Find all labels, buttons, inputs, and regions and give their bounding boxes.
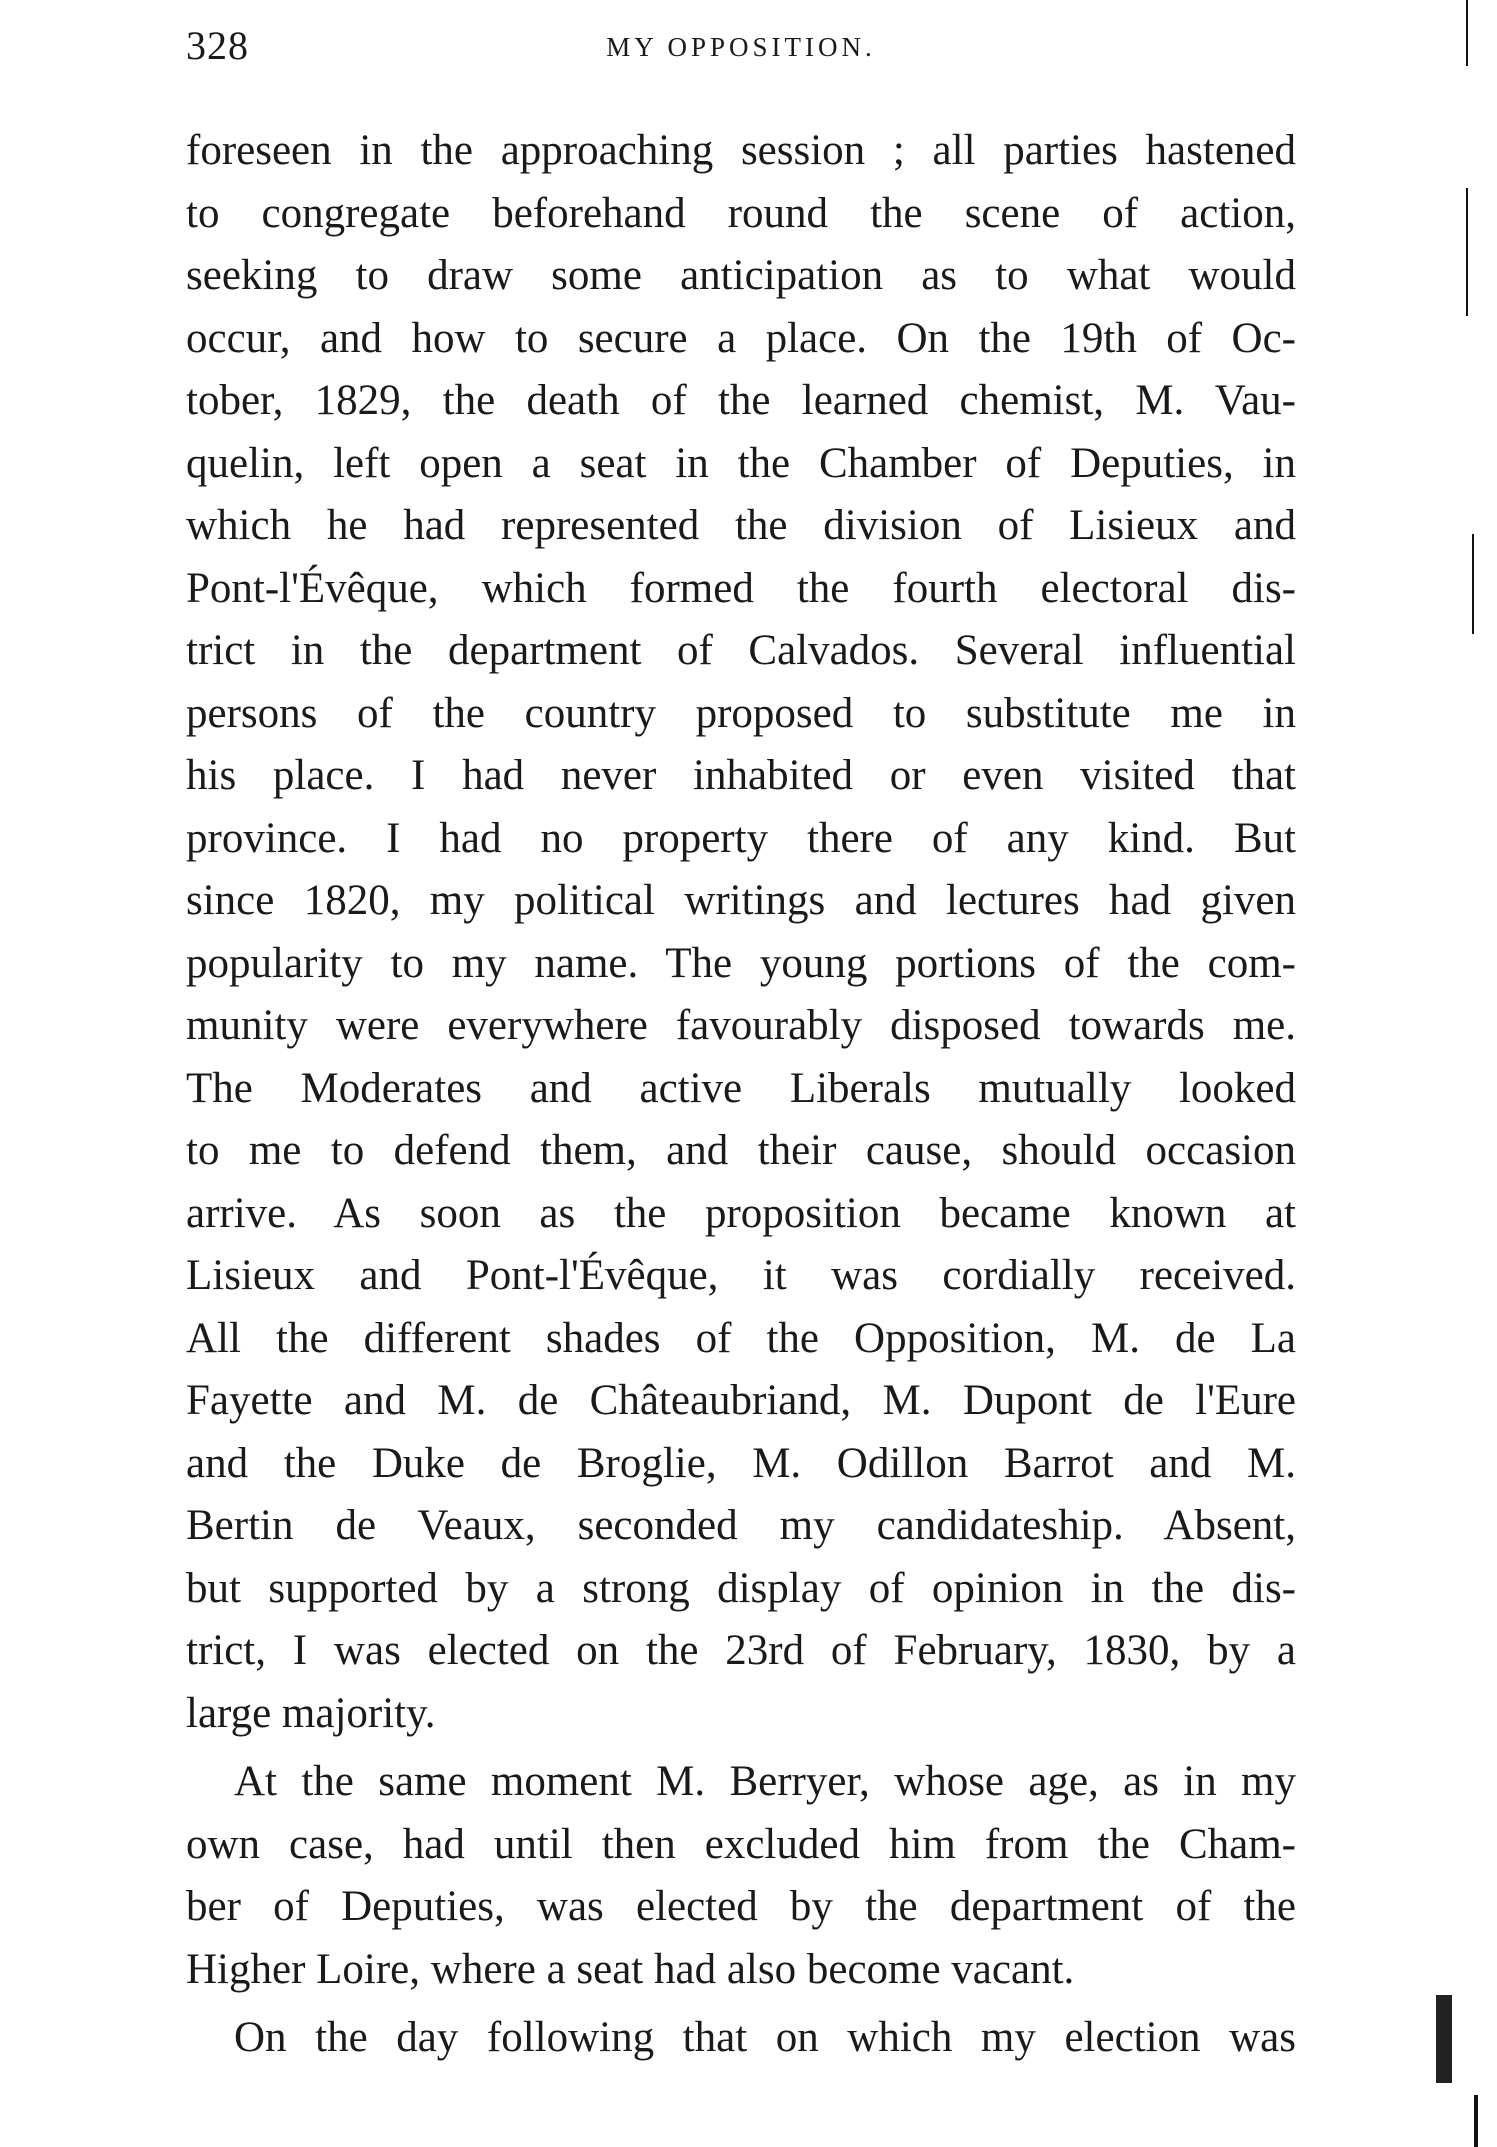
text-line: arrive. As soon as the proposition became known at xyxy=(186,1189,1296,1237)
scan-edge-mark xyxy=(1472,534,1474,634)
text-line: foreseen in the approaching session ; all parties hastened xyxy=(186,127,1296,174)
text-line: trict in the department of Calvados. Several influential xyxy=(186,627,1296,674)
text-line: All the different shades of the Opposition, M. de La xyxy=(186,1314,1296,1362)
text-line: munity were everywhere favourably disposed towards me. xyxy=(186,1002,1296,1049)
text-line: tober, 1829, the death of the learned chemist, M. Vau- xyxy=(186,377,1296,424)
body-text xyxy=(186,120,1296,2070)
text-line: persons of the country proposed to substitute me in xyxy=(186,689,1296,737)
running-title: MY OPPOSITION. xyxy=(606,32,876,62)
text-line: large majority. xyxy=(186,1689,436,1737)
scan-edge-mark xyxy=(1466,0,1468,66)
text-line: to me to defend them, and their cause, should occasion xyxy=(186,1127,1296,1174)
text-line: trict, I was elected on the 23rd of February, 1830, by a xyxy=(186,1627,1296,1674)
text-line: which he had represented the division of Lisieux and xyxy=(186,502,1296,549)
paragraph xyxy=(186,120,1296,1745)
text-line: popularity to my name. The young portions of the com- xyxy=(186,939,1296,987)
scan-edge-mark xyxy=(1436,1995,1452,2083)
text-line: to congregate beforehand round the scene of action, xyxy=(186,189,1296,237)
text-line: occur, and how to secure a place. On the 19th of Oc- xyxy=(186,314,1296,362)
text-line: Lisieux and Pont-l'Évêque, it was cordially received. xyxy=(186,1252,1296,1299)
text-line: Pont-l'Évêque, which formed the fourth electoral dis- xyxy=(186,564,1296,612)
paragraph xyxy=(186,2007,1296,2070)
text-line: province. I had no property there of any kind. But xyxy=(186,814,1296,862)
text-line: ber of Deputies, was elected by the department of the xyxy=(186,1883,1296,1930)
page-number: 328 xyxy=(186,23,249,68)
text-line: At the same moment M. Berryer, whose age, as in my xyxy=(234,1758,1296,1805)
text-line: Higher Loire, where a seat had also become vacant. xyxy=(186,1945,1075,1993)
text-line: and the Duke de Broglie, M. Odillon Barrot and M. xyxy=(186,1439,1296,1487)
text-line: his place. I had never inhabited or even visited that xyxy=(186,752,1296,799)
scan-edge-mark xyxy=(1466,188,1468,316)
text-line: The Moderates and active Liberals mutually looked xyxy=(186,1064,1296,1112)
text-line: Fayette and M. de Châteaubriand, M. Dupont de l'Eure xyxy=(186,1377,1296,1424)
text-line: Bertin de Veaux, seconded my candidateship. Absent, xyxy=(186,1502,1296,1549)
running-head xyxy=(186,22,1296,78)
text-line: but supported by a strong display of opinion in the dis- xyxy=(186,1564,1296,1612)
paragraph xyxy=(186,1751,1296,2001)
scan-edge-mark xyxy=(1474,2095,1478,2147)
text-line: seeking to draw some anticipation as to what would xyxy=(186,252,1296,299)
text-line: quelin, left open a seat in the Chamber of Deputies, in xyxy=(186,439,1296,487)
text-line: since 1820, my political writings and lectures had given xyxy=(186,877,1296,924)
text-line: own case, had until then excluded him from the Cham- xyxy=(186,1820,1296,1868)
text-line: On the day following that on which my election was xyxy=(234,2014,1296,2061)
